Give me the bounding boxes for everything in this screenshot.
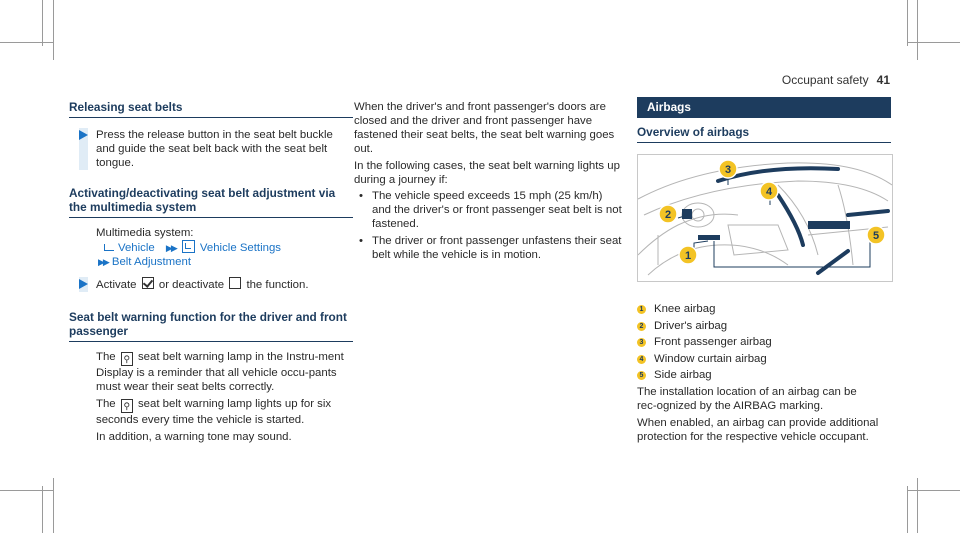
legend-label: Window curtain airbag bbox=[654, 352, 767, 365]
legend-label: Side airbag bbox=[654, 369, 712, 381]
function-label: the function. bbox=[246, 279, 309, 291]
crop-mark bbox=[0, 42, 54, 43]
menu-path bbox=[69, 226, 353, 269]
deactivate-label: or deactivate bbox=[158, 279, 225, 291]
warning-para-1 bbox=[96, 350, 353, 394]
column-2 bbox=[354, 100, 622, 265]
heading-belt-adjustment: Activating/deactivating seat belt adjustment via the multimedia system bbox=[69, 186, 353, 218]
activate-label: Activate bbox=[96, 279, 137, 291]
section-banner: Airbags bbox=[637, 97, 891, 118]
menu-vehicle[interactable]: Vehicle bbox=[118, 242, 155, 254]
menu-line-1 bbox=[69, 240, 353, 255]
return-arrow-icon bbox=[104, 244, 114, 251]
heading-seat-belt-warning: Seat belt warning function for the driver and front passenger bbox=[69, 310, 353, 342]
callout-2: 2 bbox=[664, 209, 672, 221]
step-release bbox=[69, 128, 353, 170]
crop-mark bbox=[42, 0, 43, 46]
crop-mark bbox=[53, 478, 54, 533]
double-chevron-icon: ▶▶ bbox=[165, 243, 176, 253]
text-the: The bbox=[96, 351, 116, 363]
legend-item bbox=[637, 302, 891, 316]
callout-4: 4 bbox=[765, 186, 773, 198]
text-body: seat belt warning lamp lights up for six seconds every time the vehicle is started. bbox=[96, 398, 332, 426]
multimedia-label: Multimedia system: bbox=[96, 227, 194, 239]
marking-para: The installation location of an airbag can be rec‑ognized by the AIRBAG marking. bbox=[637, 385, 857, 412]
list-item: • The vehicle speed exceeds 15 mph (25 km/h) and the driver's or front passenger seat belt is not fastened. bbox=[354, 189, 622, 231]
protection-para: When enabled, an airbag can provide additional protection for the respective vehicle occupant. bbox=[637, 416, 879, 443]
cases-intro: In the following cases, the seat belt warning lights up during a journey if: bbox=[354, 160, 620, 186]
heading-overview-airbags: Overview of airbags bbox=[637, 125, 891, 143]
crop-mark bbox=[42, 486, 43, 533]
column-3 bbox=[637, 96, 891, 444]
legend-number: 1 bbox=[637, 305, 646, 314]
callout-1: 1 bbox=[684, 250, 692, 262]
crop-mark bbox=[0, 490, 54, 491]
seat-icon bbox=[182, 240, 195, 253]
text-body: seat belt warning lamp in the Instru‑ment Display is a reminder that all vehicle occu‑pants must wear their seat belts correctly. bbox=[96, 351, 344, 393]
crop-mark bbox=[907, 486, 908, 533]
crop-mark bbox=[917, 478, 918, 533]
step-arrow-icon bbox=[79, 130, 88, 140]
warning-para-3: In addition, a warning tone may sound. bbox=[96, 431, 292, 443]
page-number: 41 bbox=[876, 73, 890, 87]
checkbox-empty-icon bbox=[229, 277, 241, 289]
seat-belt-warning-icon: ⚲ bbox=[121, 352, 133, 366]
legend-number: 3 bbox=[637, 338, 646, 347]
page-header bbox=[782, 73, 890, 87]
callout-5: 5 bbox=[872, 230, 880, 242]
step-text: Press the release button in the seat belt buckle and guide the seat belt back with the seat belt tongue. bbox=[96, 129, 333, 169]
callout-3: 3 bbox=[724, 164, 732, 176]
menu-belt-adjustment[interactable]: Belt Adjustment bbox=[111, 256, 191, 268]
airbag-legend bbox=[637, 302, 891, 382]
crop-mark bbox=[907, 42, 960, 43]
cases-list bbox=[354, 189, 622, 262]
legend-label: Front passenger airbag bbox=[654, 336, 772, 348]
crop-mark bbox=[907, 490, 960, 491]
crop-mark bbox=[917, 0, 918, 60]
warning-text bbox=[69, 350, 353, 444]
column-1 bbox=[69, 100, 353, 444]
legend-item bbox=[637, 352, 891, 366]
heading-releasing-seat-belts: Releasing seat belts bbox=[69, 100, 353, 118]
step-activate bbox=[69, 277, 353, 292]
menu-line-2 bbox=[69, 255, 353, 269]
legend-label: Knee airbag bbox=[654, 303, 716, 315]
legend-number: 4 bbox=[637, 355, 646, 364]
legend-number: 5 bbox=[637, 371, 646, 380]
activate-text bbox=[96, 277, 353, 292]
step-arrow-icon bbox=[79, 279, 88, 289]
warning-para-2 bbox=[96, 397, 353, 427]
doors-closed-para: When the driver's and front passenger's doors are closed and the driver and front passenger have fastened their seat belts, the seat belt warning goes out. bbox=[354, 101, 615, 155]
text-the: The bbox=[96, 398, 116, 410]
crop-mark bbox=[907, 0, 908, 46]
section-title: Occupant safety bbox=[781, 73, 869, 87]
crop-mark bbox=[53, 0, 54, 60]
seat-belt-warning-icon: ⚲ bbox=[121, 399, 133, 413]
legend-item bbox=[637, 319, 891, 333]
legend-item bbox=[637, 368, 891, 382]
list-item: • The driver or front passenger unfastens their seat belt while the vehicle is in motion. bbox=[354, 234, 622, 262]
airbag-illustration bbox=[637, 154, 893, 282]
menu-vehicle-settings[interactable]: Vehicle Settings bbox=[199, 242, 281, 254]
checkbox-checked-icon bbox=[142, 277, 154, 289]
legend-label: Driver's airbag bbox=[654, 319, 728, 332]
legend-item bbox=[637, 335, 891, 349]
legend-number: 2 bbox=[637, 322, 646, 331]
double-chevron-icon: ▶▶ bbox=[98, 257, 108, 267]
car-interior-drawing bbox=[638, 155, 892, 281]
